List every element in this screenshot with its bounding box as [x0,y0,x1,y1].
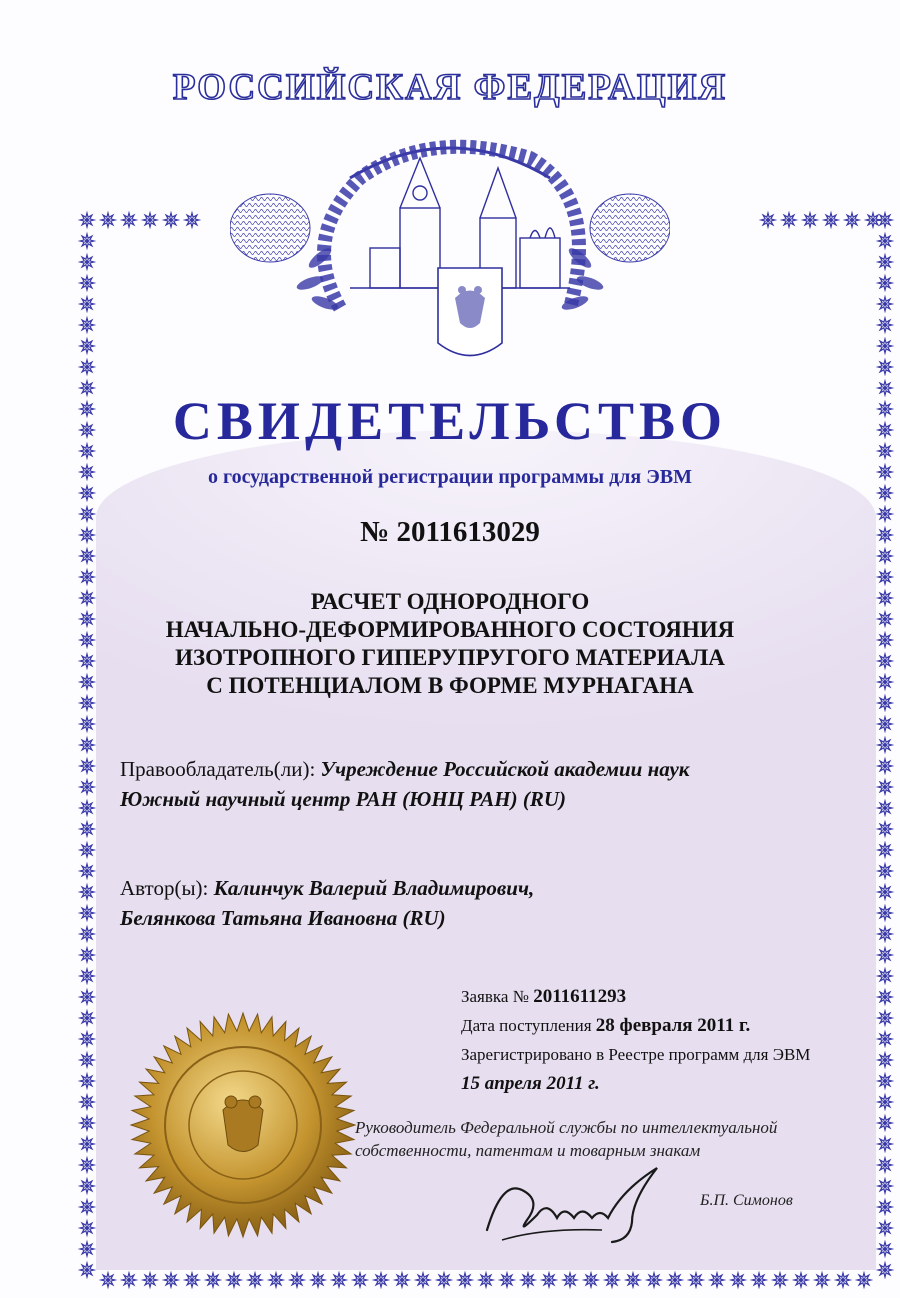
authors-field [120,873,534,933]
program-title-line: ИЗОТРОПНОГО ГИПЕРУПРУГОГО МАТЕРИАЛА [175,645,725,670]
program-title [0,588,900,700]
program-title-line: С ПОТЕНЦИАЛОМ В ФОРМЕ МУРНАГАНА [206,673,694,698]
registered-label: Зарегистрировано в Реестре программ для ЭВМ [461,1045,811,1064]
application-label: Заявка № [461,987,529,1006]
received-date: 28 февраля 2011 г. [595,1015,751,1036]
document-title: СВИДЕТЕЛЬСТВО [172,391,728,451]
rightholders-field [120,754,689,814]
rightholders-value: Учреждение Российской академии наук [320,757,690,781]
rightholders-value-cont: Южный научный центр РАН (ЮНЦ РАН) (RU) [120,787,566,811]
authors-value: Калинчук Валерий Владимирович, [213,876,535,900]
country-name: РОССИЙСКАЯ ФЕДЕРАЦИЯ [172,67,728,108]
registered-date: 15 апреля 2011 г. [461,1073,600,1094]
application-number: 2011611293 [533,986,627,1007]
signatory-name: Б.П. Симонов [700,1192,793,1209]
authors-value-cont: Белянкова Татьяна Ивановна (RU) [120,906,446,930]
program-title-line: НАЧАЛЬНО-ДЕФОРМИРОВАННОГО СОСТОЯНИЯ [165,617,735,642]
application-block [461,982,810,1098]
document-subtitle: о государственной регистрации программы для ЭВМ [207,466,693,488]
coat-of-arms-icon [438,268,502,356]
certificate-number: № 2011613029 [360,516,540,548]
position-line: Руководитель Федеральной службы по интеллектуальной [355,1118,778,1137]
gold-seal-icon [128,1010,358,1240]
signatory-position [355,1116,777,1162]
authors-label: Автор(ы): [120,876,209,900]
position-line: собственности, патентам и товарным знакам [355,1141,701,1160]
received-label: Дата поступления [461,1016,592,1035]
signature-icon [482,1160,682,1250]
program-title-line: РАСЧЕТ ОДНОРОДНОГО [310,589,590,614]
kremlin-emblem-icon [230,118,670,380]
rightholders-label: Правообладатель(ли): [120,757,316,781]
